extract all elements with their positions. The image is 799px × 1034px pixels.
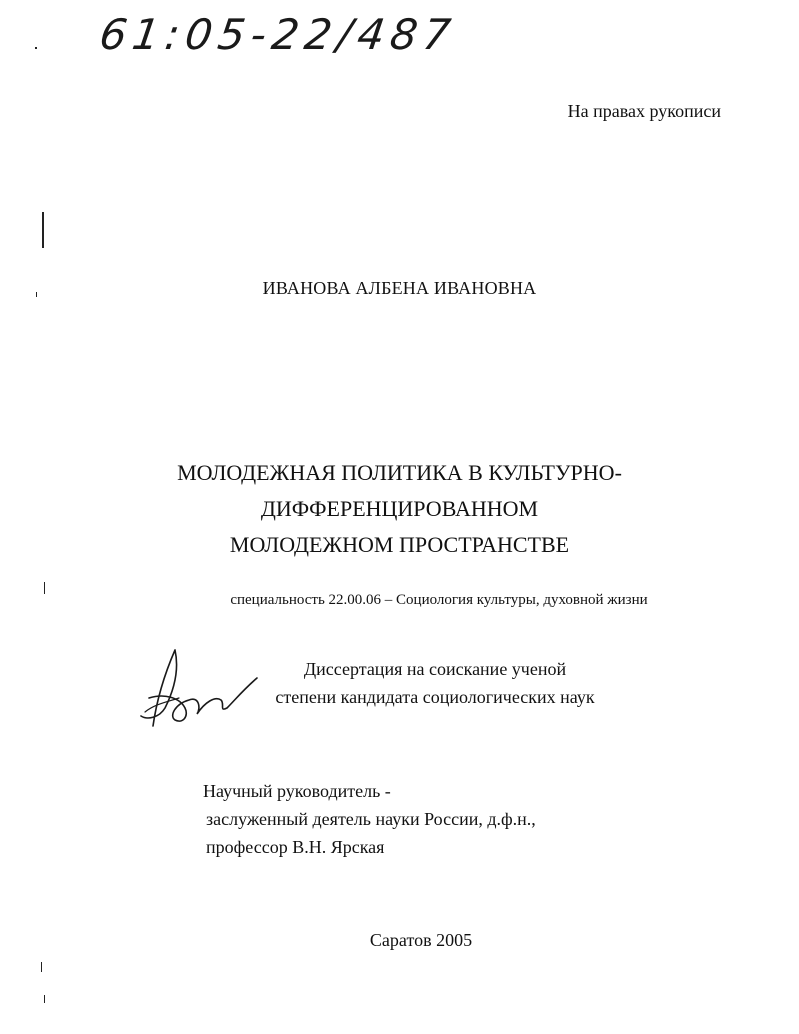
- title-line: ДИФФЕРЕНЦИРОВАННОМ: [260, 496, 539, 521]
- title-line: МОЛОДЕЖНАЯ ПОЛИТИКА В КУЛЬТУРНО-: [177, 460, 622, 485]
- scan-mark: [35, 47, 37, 49]
- city-year: Саратов 2005: [369, 930, 473, 950]
- advisor-line: заслуженный деятель науки России, д.ф.н.,: [206, 809, 536, 829]
- scientific-advisor: [203, 777, 536, 861]
- degree-line: Диссертация на соискание ученой: [303, 659, 567, 679]
- degree-line: степени кандидата социологических наук: [275, 687, 595, 707]
- scan-mark: [44, 995, 45, 1003]
- archive-number: 61:05-22/487: [96, 10, 460, 59]
- dissertation-degree: [0, 655, 799, 711]
- scan-mark: [42, 212, 44, 248]
- rights-note: На правах рукописи: [567, 101, 721, 121]
- author-name: ИВАНОВА АЛБЕНА ИВАНОВНА: [262, 278, 537, 298]
- dissertation-title: [0, 455, 799, 563]
- title-line: МОЛОДЕЖНОМ ПРОСТРАНСТВЕ: [229, 532, 570, 557]
- advisor-line: Научный руководитель -: [203, 781, 391, 801]
- specialty-line: специальность 22.00.06 – Социология культуры, духовной жизни: [230, 592, 648, 608]
- advisor-line: профессор В.Н. Ярская: [206, 837, 385, 857]
- scan-mark: [41, 962, 42, 972]
